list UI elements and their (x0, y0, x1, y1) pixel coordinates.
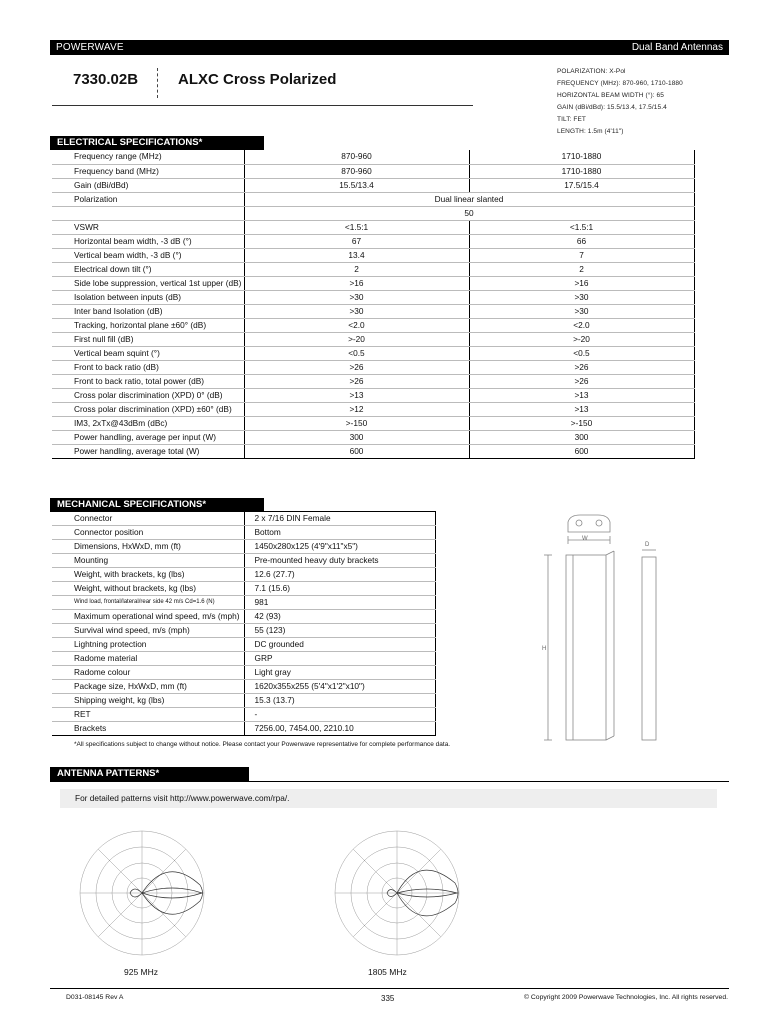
spec-value-low-band: 13.4 (244, 248, 469, 262)
footer-rule (50, 988, 729, 989)
electrical-row (52, 402, 694, 416)
electrical-spec-table (52, 150, 695, 459)
summary-block (557, 66, 683, 138)
electrical-row (52, 360, 694, 374)
spec-value-high-band: 1710-1880 (469, 164, 694, 178)
mechanical-row (52, 624, 435, 638)
spec-value-low-band: 870-960 (244, 150, 469, 164)
spec-label: Weight, without brackets, kg (lbs) (52, 582, 244, 596)
model-number: 7330.02B (73, 71, 139, 88)
electrical-row (52, 234, 694, 248)
electrical-row (52, 192, 694, 206)
electrical-row (52, 276, 694, 290)
electrical-heading: ELECTRICAL SPECIFICATIONS* (50, 136, 264, 150)
spec-value-high-band: >26 (469, 360, 694, 374)
spec-label: Brackets (52, 722, 244, 736)
spec-value-low-band: 67 (244, 234, 469, 248)
mechanical-spec-table (52, 511, 436, 736)
spec-value-high-band: 1710-1880 (469, 150, 694, 164)
height-label: H (542, 646, 547, 652)
spec-value-high-band: <2.0 (469, 318, 694, 332)
spec-label: Radome material (52, 652, 244, 666)
mechanical-row (52, 526, 435, 540)
spec-value-low-band: <1.5:1 (244, 220, 469, 234)
electrical-row (52, 262, 694, 276)
spec-label: Inter band Isolation (dB) (52, 304, 244, 318)
spec-value: 15.3 (13.7) (244, 694, 435, 708)
spec-value-high-band: <1.5:1 (469, 220, 694, 234)
spec-value: 12.6 (27.7) (244, 568, 435, 582)
electrical-row (52, 430, 694, 444)
spec-label (52, 206, 244, 220)
mechanical-row (52, 666, 435, 680)
spec-value-span: Dual linear slanted (244, 192, 694, 206)
spec-value: Pre-mounted heavy duty brackets (244, 554, 435, 568)
spec-value-high-band: >13 (469, 388, 694, 402)
mechanical-heading: MECHANICAL SPECIFICATIONS* (50, 498, 264, 512)
summary-length: LENGTH: 1.5m (4'11") (557, 128, 624, 135)
spec-value-low-band: >26 (244, 374, 469, 388)
spec-value-low-band: >30 (244, 290, 469, 304)
spec-label: VSWR (52, 220, 244, 234)
spec-label: Frequency range (MHz) (52, 150, 244, 164)
spec-label: Polarization (52, 192, 244, 206)
spec-label: Shipping weight, kg (lbs) (52, 694, 244, 708)
spec-label: Power handling, average total (W) (52, 444, 244, 458)
spec-label: Frequency band (MHz) (52, 164, 244, 178)
spec-label: Maximum operational wind speed, m/s (mph) (52, 610, 244, 624)
mechanical-row (52, 554, 435, 568)
mechanical-row (52, 568, 435, 582)
spec-label: Cross polar discrimination (XPD) ±60° (dB) (52, 402, 244, 416)
mechanical-row (52, 638, 435, 652)
spec-value-high-band: >30 (469, 290, 694, 304)
spec-footnote: *All specifications subject to change without notice. Please contact your Powerwave representative for complete performance data. (74, 741, 451, 748)
spec-value: 55 (123) (244, 624, 435, 638)
title-underline (52, 105, 473, 106)
spec-value: 42 (93) (244, 610, 435, 624)
spec-value-low-band: >26 (244, 360, 469, 374)
mechanical-row (52, 610, 435, 624)
copyright: © Copyright 2009 Powerwave Technologies, Inc. All rights reserved. (524, 994, 728, 1001)
brand-name: POWERWAVE (56, 42, 124, 53)
spec-label: Front to back ratio, total power (dB) (52, 374, 244, 388)
spec-value: 7.1 (15.6) (244, 582, 435, 596)
electrical-row (52, 164, 694, 178)
spec-value-high-band: <0.5 (469, 346, 694, 360)
document-id: D031-08145 Rev A (66, 994, 124, 1001)
spec-value-low-band: 600 (244, 444, 469, 458)
spec-label: Side lobe suppression, vertical 1st upper (dB) (52, 276, 244, 290)
spec-value: 1620x355x255 (5'4"x1'2"x10") (244, 680, 435, 694)
electrical-row (52, 206, 694, 220)
spec-value-low-band: >30 (244, 304, 469, 318)
electrical-row (52, 416, 694, 430)
spec-value-high-band: 2 (469, 262, 694, 276)
spec-value-low-band: >-20 (244, 332, 469, 346)
spec-value-high-band: >13 (469, 402, 694, 416)
spec-value: 1450x280x125 (4'9"x11"x5") (244, 540, 435, 554)
spec-value-high-band: >-150 (469, 416, 694, 430)
spec-label: Vertical beam width, -3 dB (°) (52, 248, 244, 262)
spec-label: RET (52, 708, 244, 722)
electrical-row (52, 444, 694, 458)
spec-value: DC grounded (244, 638, 435, 652)
pattern-caption-1805: 1805 MHz (368, 967, 407, 977)
summary-frequency: FREQUENCY (MHz): 870-960, 1710-1880 (557, 80, 683, 87)
electrical-row (52, 304, 694, 318)
spec-label: Electrical down tilt (°) (52, 262, 244, 276)
electrical-row (52, 318, 694, 332)
spec-label: IM3, 2xTx@43dBm (dBc) (52, 416, 244, 430)
spec-label: Wind load, frontal/lateral/rear side 42 m/s Cd=1.6 (N) (52, 596, 244, 610)
patterns-rule (50, 781, 729, 782)
polar-pattern-1805 (327, 825, 477, 965)
spec-value: Bottom (244, 526, 435, 540)
spec-label: Tracking, horizontal plane ±60° (dB) (52, 318, 244, 332)
spec-label: Survival wind speed, m/s (mph) (52, 624, 244, 638)
spec-label: Cross polar discrimination (XPD) 0° (dB) (52, 388, 244, 402)
electrical-row (52, 178, 694, 192)
patterns-note: For detailed patterns visit http://www.powerwave.com/rpa/. (60, 789, 717, 808)
spec-label: Lightning protection (52, 638, 244, 652)
spec-value: 7256.00, 7454.00, 2210.10 (244, 722, 435, 736)
spec-value: - (244, 708, 435, 722)
title-separator (157, 68, 158, 98)
spec-value: GRP (244, 652, 435, 666)
spec-value: Light gray (244, 666, 435, 680)
spec-value-high-band: 300 (469, 430, 694, 444)
polar-pattern-925 (72, 825, 222, 965)
electrical-row (52, 248, 694, 262)
mechanical-row (52, 652, 435, 666)
spec-label: Connector (52, 512, 244, 526)
spec-value-low-band: >16 (244, 276, 469, 290)
spec-value-low-band: 870-960 (244, 164, 469, 178)
spec-label: Mounting (52, 554, 244, 568)
electrical-row (52, 332, 694, 346)
spec-value-high-band: 600 (469, 444, 694, 458)
spec-value-high-band: >30 (469, 304, 694, 318)
mechanical-row (52, 694, 435, 708)
spec-value-low-band: >-150 (244, 416, 469, 430)
spec-label: Dimensions, HxWxD, mm (ft) (52, 540, 244, 554)
spec-value-low-band: 15.5/13.4 (244, 178, 469, 192)
summary-tilt: TILT: FET (557, 116, 586, 123)
spec-label: Weight, with brackets, kg (lbs) (52, 568, 244, 582)
mechanical-row (52, 540, 435, 554)
antenna-dimension-drawing (540, 510, 670, 750)
spec-value: 981 (244, 596, 435, 610)
spec-value-low-band: >13 (244, 388, 469, 402)
electrical-row (52, 346, 694, 360)
spec-value-high-band: 7 (469, 248, 694, 262)
spec-label: First null fill (dB) (52, 332, 244, 346)
mechanical-row (52, 512, 435, 526)
mechanical-row (52, 680, 435, 694)
spec-value-low-band: 300 (244, 430, 469, 444)
top-bar (50, 40, 729, 55)
spec-value-high-band: >26 (469, 374, 694, 388)
spec-value-low-band: >12 (244, 402, 469, 416)
patterns-heading: ANTENNA PATTERNS* (50, 767, 249, 781)
spec-label: Vertical beam squint (°) (52, 346, 244, 360)
summary-beam-width: HORIZONTAL BEAM WIDTH (°): 65 (557, 92, 664, 99)
spec-label: Isolation between inputs (dB) (52, 290, 244, 304)
electrical-row (52, 290, 694, 304)
summary-gain: GAIN (dBi/dBd): 15.5/13.4, 17.5/15.4 (557, 104, 667, 111)
spec-value-low-band: 2 (244, 262, 469, 276)
spec-value-span: 50 (244, 206, 694, 220)
mechanical-row (52, 708, 435, 722)
mechanical-row (52, 722, 435, 736)
spec-label: Power handling, average per input (W) (52, 430, 244, 444)
category-label: Dual Band Antennas (631, 42, 723, 53)
electrical-row (52, 374, 694, 388)
spec-value-low-band: <2.0 (244, 318, 469, 332)
spec-value-high-band: >-20 (469, 332, 694, 346)
product-title: ALXC Cross Polarized (178, 71, 337, 88)
electrical-row (52, 150, 694, 164)
spec-value: 2 x 7/16 DIN Female (244, 512, 435, 526)
spec-label: Package size, HxWxD, mm (ft) (52, 680, 244, 694)
spec-label: Front to back ratio (dB) (52, 360, 244, 374)
spec-label: Connector position (52, 526, 244, 540)
spec-value-high-band: 66 (469, 234, 694, 248)
spec-label: Gain (dBi/dBd) (52, 178, 244, 192)
spec-label: Radome colour (52, 666, 244, 680)
summary-polarization: POLARIZATION: X-Pol (557, 68, 626, 75)
spec-value-high-band: >16 (469, 276, 694, 290)
width-label: W (582, 536, 588, 542)
page-number: 335 (381, 994, 395, 1003)
spec-value-low-band: <0.5 (244, 346, 469, 360)
electrical-row (52, 388, 694, 402)
spec-value-high-band: 17.5/15.4 (469, 178, 694, 192)
mechanical-row (52, 582, 435, 596)
mechanical-row (52, 596, 435, 610)
pattern-caption-925: 925 MHz (124, 967, 159, 977)
depth-label: D (645, 542, 650, 548)
spec-label: Horizontal beam width, -3 dB (°) (52, 234, 244, 248)
electrical-row (52, 220, 694, 234)
